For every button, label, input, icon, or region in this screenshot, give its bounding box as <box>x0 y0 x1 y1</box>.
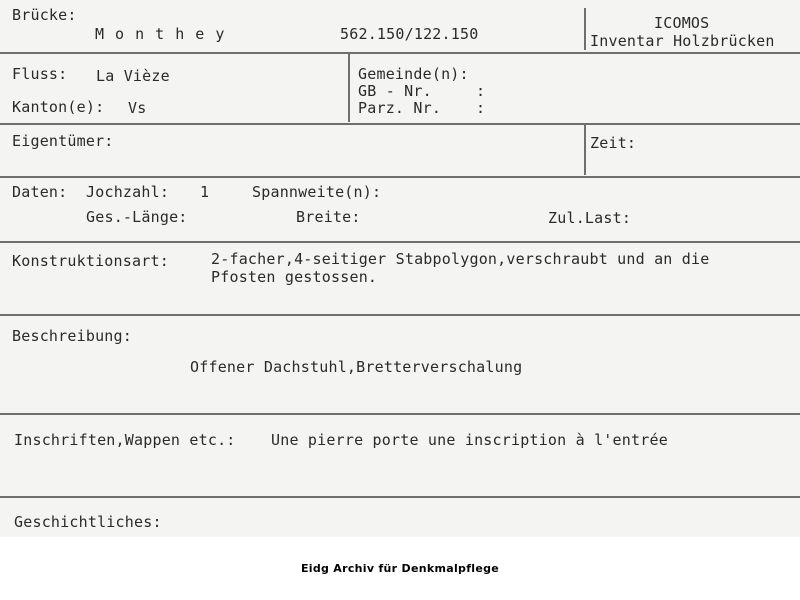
zeit-label: Zeit: <box>590 134 637 152</box>
org-name: ICOMOS <box>654 14 710 32</box>
kanton-label: Kanton(e): <box>12 98 105 116</box>
divider-2 <box>0 123 800 125</box>
divider-6 <box>0 413 800 415</box>
spannweite-label: Spannweite(n): <box>252 183 382 201</box>
bruecke-name: M o n t h e y <box>95 25 226 43</box>
gb-colon: : <box>476 82 486 100</box>
archive-caption: Eidg Archiv für Denkmalpflege <box>300 562 500 575</box>
eigentuemer-label: Eigentümer: <box>12 132 114 150</box>
breite-label: Breite: <box>296 208 361 226</box>
parz-label: Parz. Nr. <box>358 99 442 117</box>
jochzahl-value: 1 <box>200 183 210 201</box>
fluss-label: Fluss: <box>12 65 68 83</box>
coordinates: 562.150/122.150 <box>340 25 479 43</box>
inschriften-label: Inschriften,Wappen etc.: <box>14 431 236 449</box>
fluss-value: La Vièze <box>96 67 170 85</box>
inschriften-value: Une pierre porte une inscription à l'entrée <box>271 431 668 449</box>
gb-label: GB - Nr. <box>358 82 432 100</box>
divider-7 <box>0 496 800 498</box>
divider-3 <box>0 176 800 178</box>
geschichte-label: Geschichtliches: <box>14 513 162 531</box>
parz-colon: : <box>476 99 486 117</box>
divider-5 <box>0 314 800 316</box>
divider-4 <box>0 241 800 243</box>
location-divider <box>348 54 350 122</box>
beschreibung-label: Beschreibung: <box>12 327 132 345</box>
daten-label: Daten: <box>12 183 68 201</box>
kanton-value: Vs <box>128 99 147 117</box>
laenge-label: Ges.-Länge: <box>86 208 188 226</box>
header-divider <box>584 8 586 50</box>
inventory-title: Inventar Holzbrücken <box>590 32 775 50</box>
jochzahl-label: Jochzahl: <box>86 183 170 201</box>
gemeinde-label: Gemeinde(n): <box>358 65 469 83</box>
bruecke-label: Brücke: <box>12 6 77 24</box>
beschreibung-value: Offener Dachstuhl,Bretterverschalung <box>190 358 523 376</box>
last-label: Zul.Last: <box>548 209 632 227</box>
konstruktion-line1: 2-facher,4-seitiger Stabpolygon,verschraubt und an die <box>211 250 710 268</box>
owner-divider <box>584 125 586 175</box>
divider-1 <box>0 52 800 54</box>
konstruktion-line2: Pfosten gestossen. <box>211 268 378 286</box>
konstruktion-label: Konstruktionsart: <box>12 252 169 270</box>
